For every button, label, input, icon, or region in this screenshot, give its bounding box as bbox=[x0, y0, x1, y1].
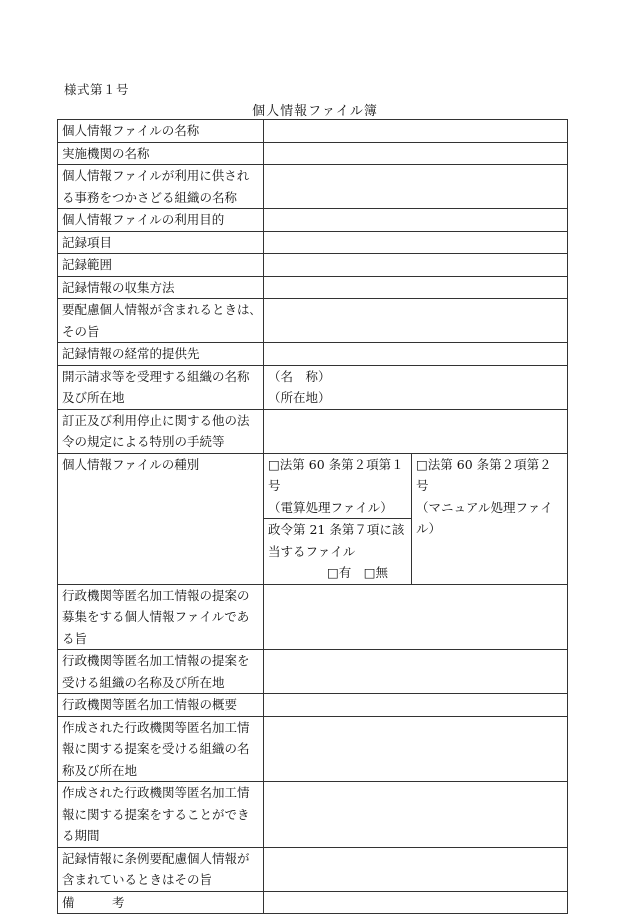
value-anon-summary bbox=[264, 694, 568, 717]
decree-choice-checkboxes: □有 □無 bbox=[326, 565, 389, 580]
table-row bbox=[58, 209, 568, 232]
value-correction bbox=[264, 409, 568, 453]
table-row bbox=[58, 142, 568, 165]
table-row bbox=[58, 694, 568, 717]
value-scope bbox=[264, 254, 568, 277]
table-row bbox=[58, 299, 568, 343]
label-disclosure: 開示請求等を受理する組織の名称及び所在地 bbox=[58, 365, 264, 409]
value-items bbox=[264, 231, 568, 254]
type-manual-checkbox-label: □法第 60 条第２項第２号 bbox=[416, 456, 552, 493]
table-row bbox=[58, 891, 568, 914]
value-organization bbox=[264, 165, 568, 209]
value-provision bbox=[264, 343, 568, 366]
value-agency bbox=[264, 142, 568, 165]
label-agency: 実施機関の名称 bbox=[58, 142, 264, 165]
value-remarks bbox=[264, 891, 568, 914]
type-electronic-checkbox-label: □法第 60 条第２項第１号 bbox=[268, 456, 404, 493]
table-row bbox=[58, 650, 568, 694]
personal-info-file-register-table bbox=[57, 119, 568, 914]
table-row bbox=[58, 716, 568, 782]
label-purpose: 個人情報ファイルの利用目的 bbox=[58, 209, 264, 232]
label-organization: 個人情報ファイルが利用に供される事務をつかさどる組織の名称 bbox=[58, 165, 264, 209]
table-row bbox=[58, 782, 568, 848]
value-anon-created-receiver bbox=[264, 716, 568, 782]
table-row bbox=[58, 584, 568, 650]
label-items: 記録項目 bbox=[58, 231, 264, 254]
type-manual-cell bbox=[412, 453, 568, 584]
document-title: 個人情報ファイル簿 bbox=[252, 104, 378, 119]
label-remarks: 備 考 bbox=[58, 891, 264, 914]
value-anon-created-period bbox=[264, 782, 568, 848]
table-row bbox=[58, 365, 568, 409]
decree-applicable-label: 政令第 21 条第７項に該当するファイル bbox=[268, 522, 405, 559]
table-row bbox=[58, 453, 568, 519]
table-row bbox=[58, 409, 568, 453]
value-anon-receiver bbox=[264, 650, 568, 694]
label-anon-created-period: 作成された行政機関等匿名加工情報に関する提案をすることができる期間 bbox=[58, 782, 264, 848]
table-row bbox=[58, 254, 568, 277]
value-ordinance-sensitive bbox=[264, 847, 568, 891]
disclosure-name-label: （名 称） bbox=[268, 368, 331, 384]
decree-cell bbox=[264, 519, 412, 585]
label-sensitive: 要配慮個人情報が含まれるときは､その旨 bbox=[58, 299, 264, 343]
table-row bbox=[58, 231, 568, 254]
label-collection: 記録情報の収集方法 bbox=[58, 276, 264, 299]
value-disclosure bbox=[264, 365, 568, 409]
label-anon-created-receiver: 作成された行政機関等匿名加工情報に関する提案を受ける組織の名称及び所在地 bbox=[58, 716, 264, 782]
label-anon-summary: 行政機関等匿名加工情報の概要 bbox=[58, 694, 264, 717]
label-file-name: 個人情報ファイルの名称 bbox=[58, 120, 264, 143]
form-number: 様式第１号 bbox=[64, 82, 130, 97]
value-sensitive bbox=[264, 299, 568, 343]
label-provision: 記録情報の経常的提供先 bbox=[58, 343, 264, 366]
value-collection bbox=[264, 276, 568, 299]
value-anon-offer bbox=[264, 584, 568, 650]
table-row bbox=[58, 343, 568, 366]
label-scope: 記録範囲 bbox=[58, 254, 264, 277]
table-row bbox=[58, 847, 568, 891]
table-row bbox=[58, 276, 568, 299]
type-electronic-note: （電算処理ファイル） bbox=[268, 499, 393, 515]
label-anon-offer: 行政機関等匿名加工情報の提案の募集をする個人情報ファイルである旨 bbox=[58, 584, 264, 650]
table-row bbox=[58, 165, 568, 209]
value-purpose bbox=[264, 209, 568, 232]
type-manual-note: （マニュアル処理ファイル） bbox=[416, 499, 553, 536]
label-anon-receiver: 行政機関等匿名加工情報の提案を受ける組織の名称及び所在地 bbox=[58, 650, 264, 694]
value-file-name bbox=[264, 120, 568, 143]
table-row bbox=[58, 120, 568, 143]
type-electronic-cell bbox=[264, 453, 412, 519]
label-ordinance-sensitive: 記録情報に条例要配慮個人情報が含まれているときはその旨 bbox=[58, 847, 264, 891]
label-correction: 訂正及び利用停止に関する他の法令の規定による特別の手続等 bbox=[58, 409, 264, 453]
label-file-type: 個人情報ファイルの種別 bbox=[58, 453, 264, 584]
disclosure-address-label: （所在地） bbox=[268, 390, 331, 405]
